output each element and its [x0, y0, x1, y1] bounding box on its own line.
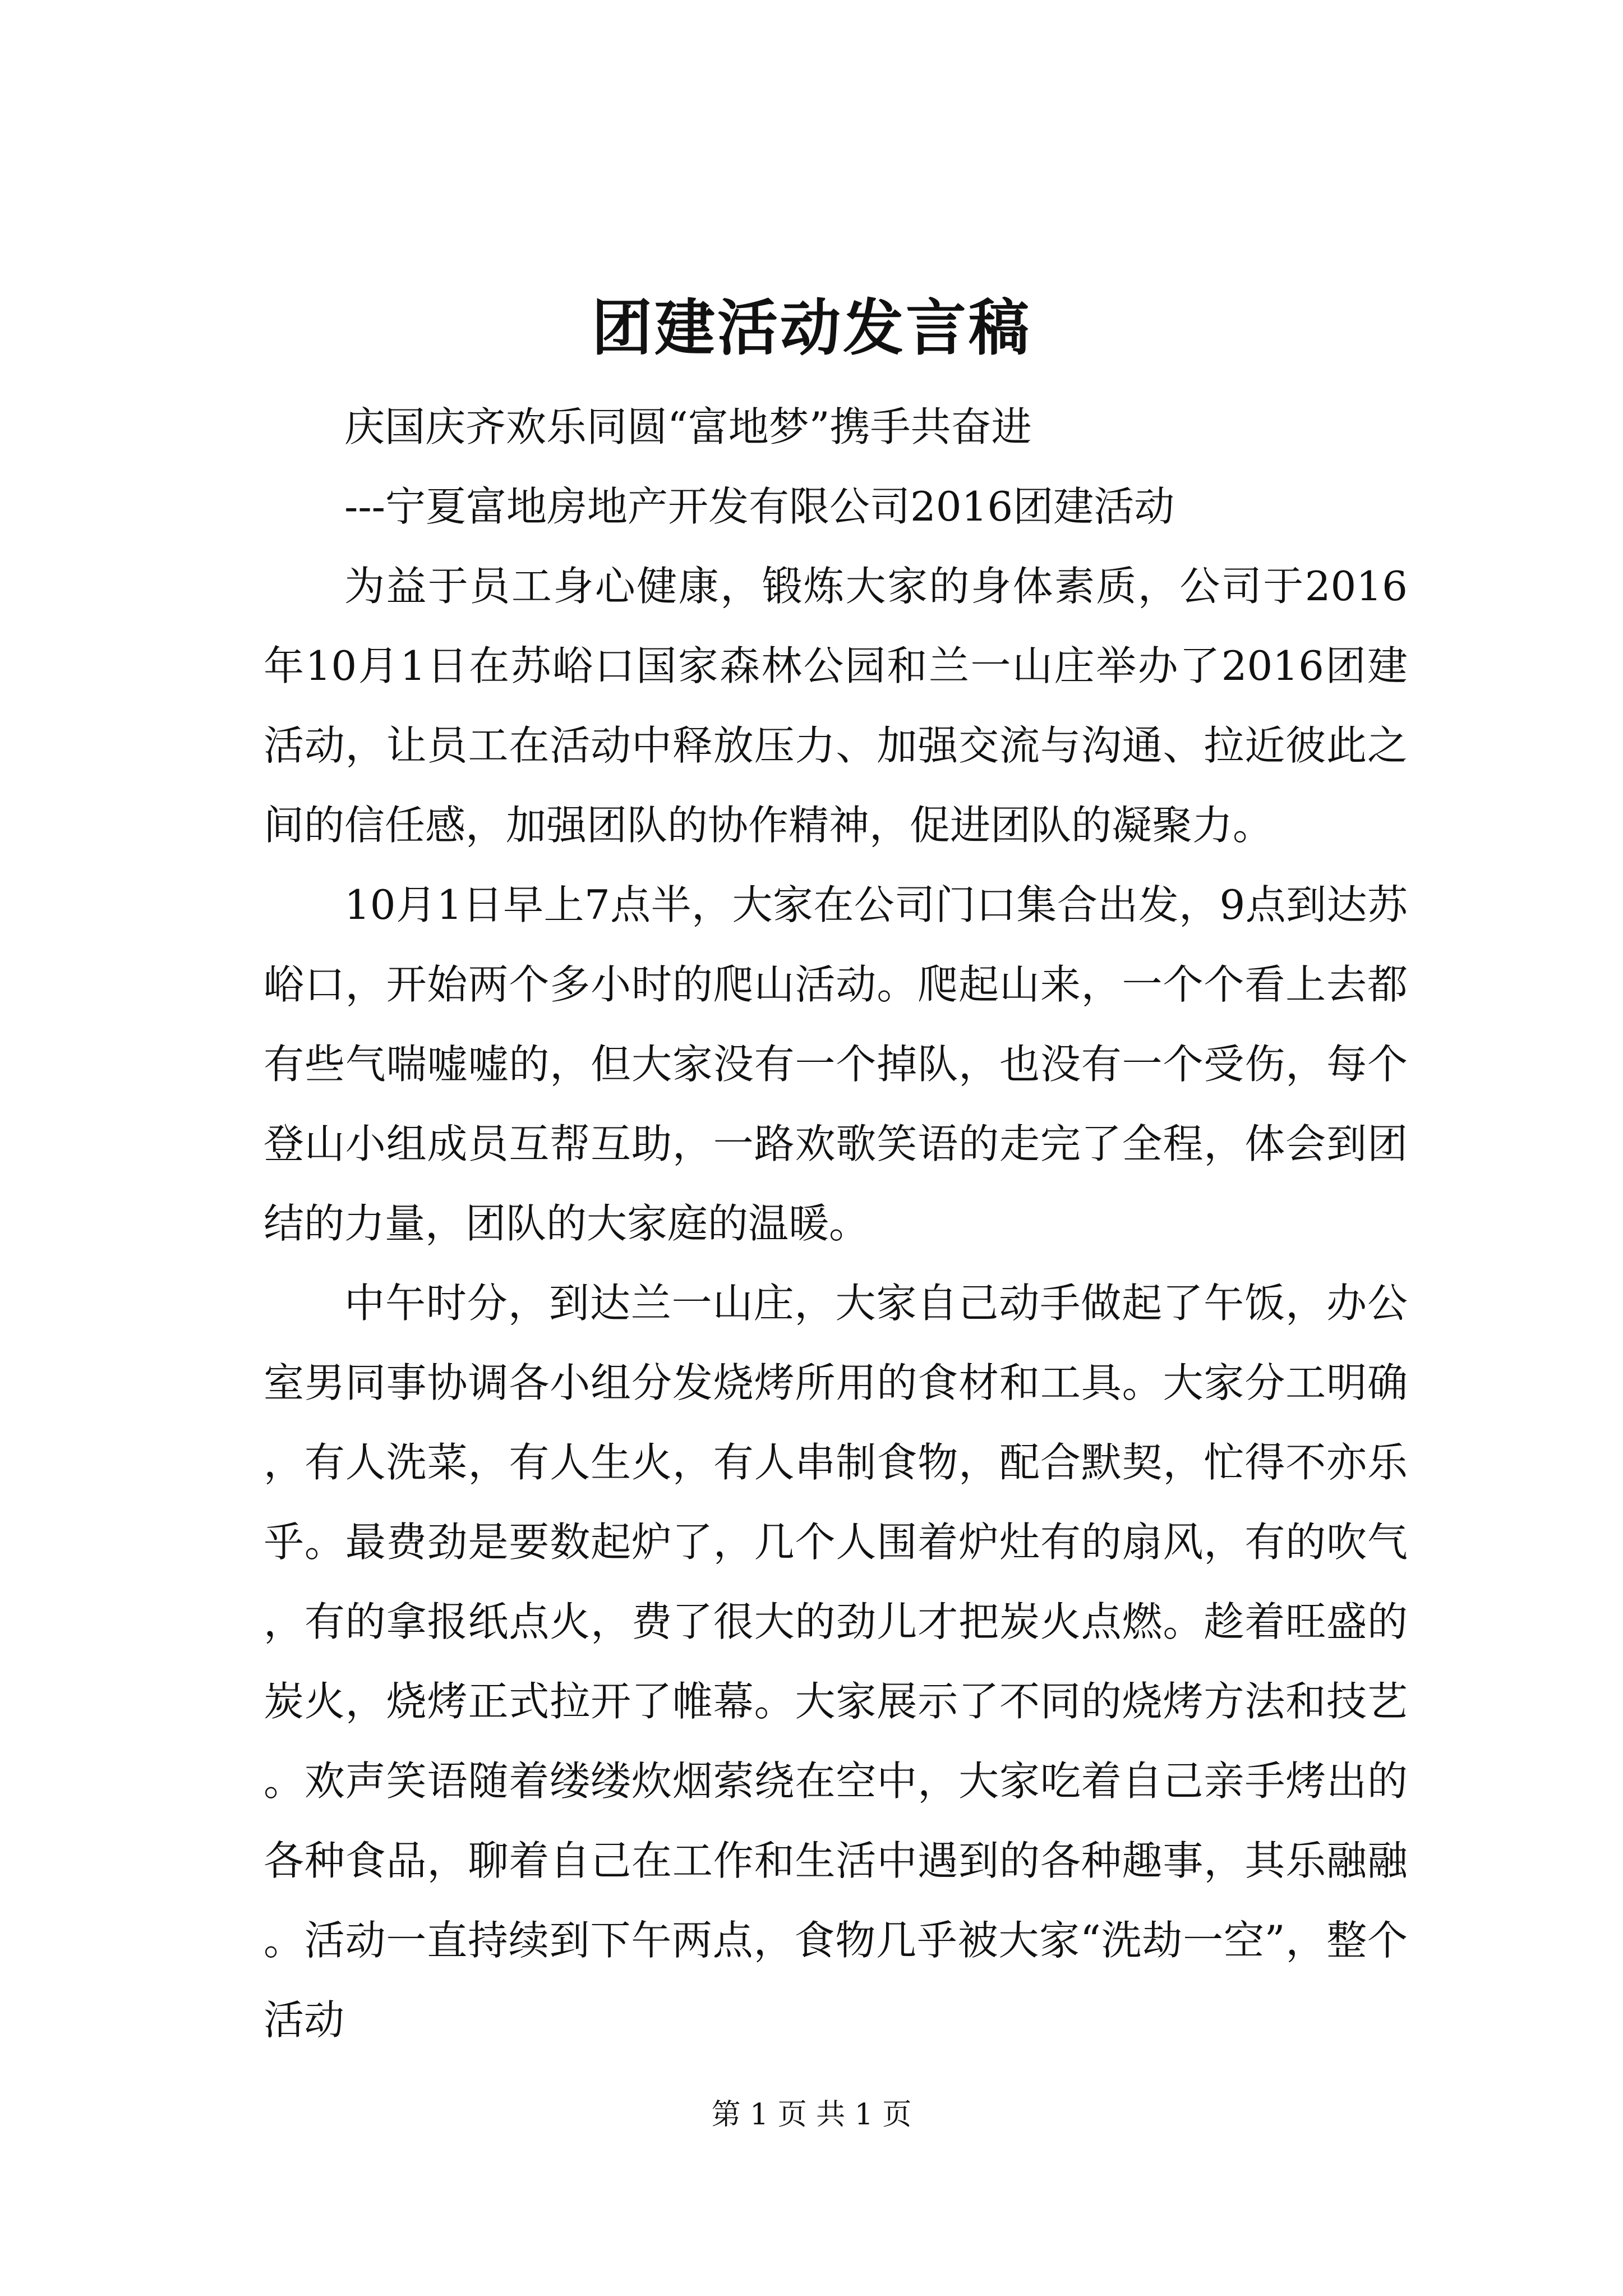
document-body: [264, 387, 1408, 2060]
page-footer: 第 1 页 共 1 页: [711, 2098, 912, 2132]
paragraph-3: 中午时分，到达兰一山庄，大家自己动手做起了午饭，办公室男同事协调各小组分发烧烤所用的食材和工具。大家分工明确，有人洗菜，有人生火，有人串制食物，配合默契，忙得不亦乐乎。最费劲是要数起炉了，几个人围着炉灶有的扇风，有的吹气，有的拿报纸点火，费了很大的劲儿才把炭火点燃。趁着旺盛的炭火，烧烤正式拉开了帷幕。大家展示了不同的烧烤方法和技艺。欢声笑语随着缕缕炊烟萦绕在空中，大家吃着自己亲手烤出的各种食品，聊着自己在工作和生活中遇到的各种趣事，其乐融融。活动一直持续到下午两点，食物几乎被大家“洗劫一空”，整个活动: [264, 1280, 1408, 2044]
paragraph-1: 为益于员工身心健康，锻炼大家的身体素质，公司于2016年10月1日在苏峪口国家森林公园和兰一山庄举办了2016团建活动，让员工在活动中释放压力、加强交流与沟通、拉近彼此之间的信任感，加强团队的协作精神，促进团队的凝聚力。: [264, 563, 1408, 849]
subtitle-line-2: ---宁夏富地房地产开发有限公司2016团建活动: [344, 483, 1175, 530]
document-title: 团建活动发言稿: [591, 293, 1031, 364]
subtitle-line-1: 庆国庆齐欢乐同圆“富地梦”携手共奋进: [344, 403, 1032, 450]
paragraph-2: 10月1日早上7点半，大家在公司门口集合出发，9点到达苏峪口，开始两个多小时的爬山活动。爬起山来，一个个看上去都有些气喘嘘嘘的，但大家没有一个掉队，也没有一个受伤，每个登山小组成员互帮互助，一路欢歌笑语的走完了全程，体会到团结的力量，团队的大家庭的温暖。: [264, 881, 1408, 1247]
